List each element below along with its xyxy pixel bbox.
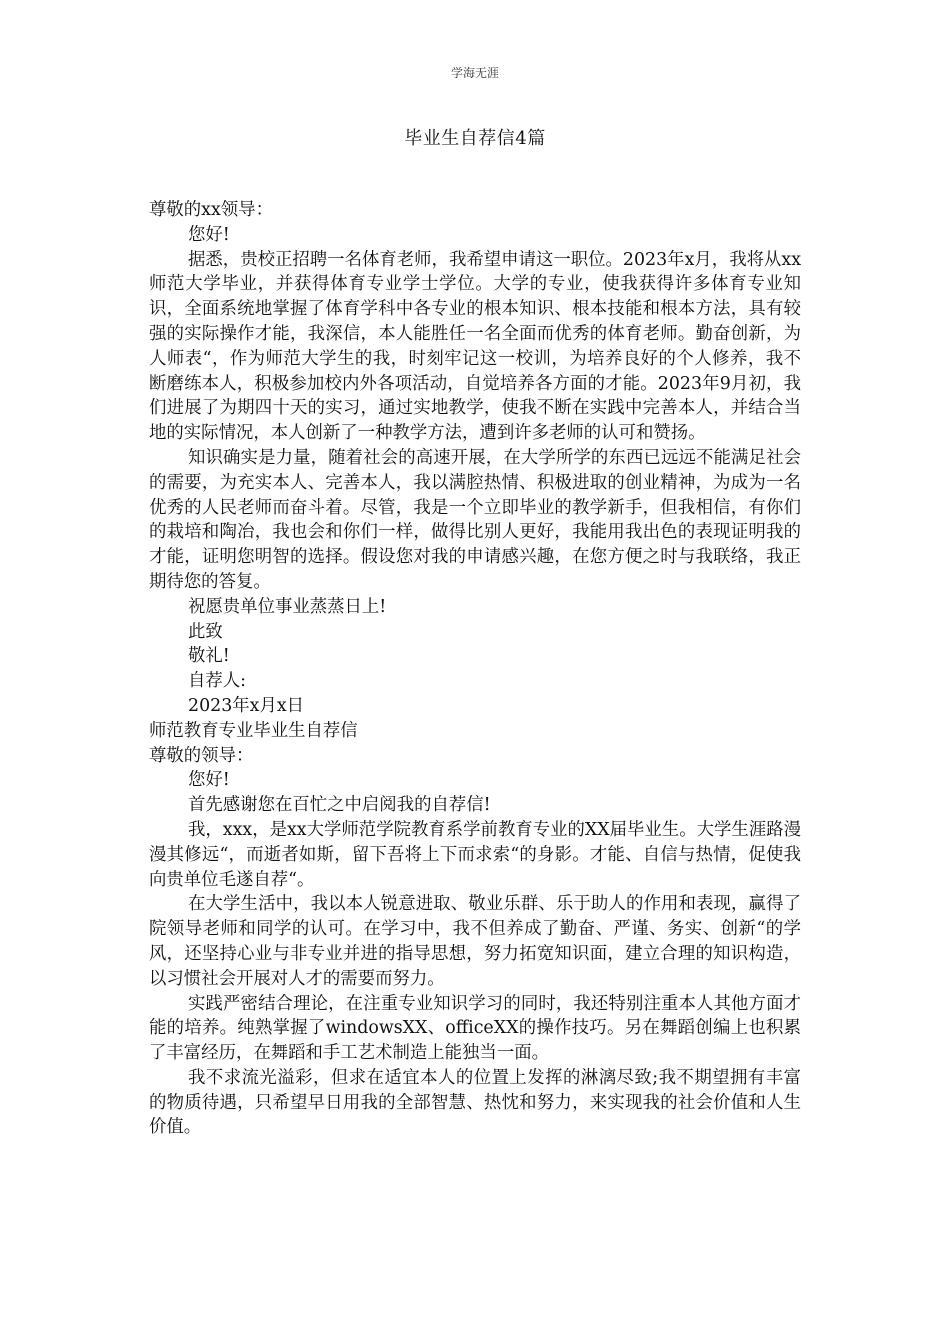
document-title: 毕业生自荐信4篇: [404, 128, 546, 149]
letter2-paragraph: 首先感谢您在百忙之中启阅我的自荐信!: [188, 795, 491, 816]
letter2-heading: 师范教育专业毕业生自荐信: [149, 720, 358, 741]
letter1-date: 2023年x月x日: [188, 695, 305, 716]
letter1-paragraph: 知识确实是力量，随着社会的高速开展，在大学所学的东西已远远不能满足社会的需要，为充实本人、完善本人，我以满腔热情、积极进取的创业精神，为成为一名优秀的人民老师而奋斗着。尽管，我是一个立即毕业的教学新手，但我相信，有你们的栽培和陶冶，我也会和你们一样，做得比别人更好，我能用我出色的表现证明我的才能，证明您明智的选择。假设您对我的申请感兴趣，在您方便之时与我联络，我正期待您的答复。: [149, 447, 801, 592]
letter1-greeting: 您好!: [188, 224, 230, 245]
page-header: 学海无涯: [450, 66, 499, 80]
letter1-closing-2: 敬礼!: [188, 646, 230, 667]
letter1-wish: 祝愿贵单位事业蒸蒸日上!: [188, 596, 387, 617]
document-body: [149, 198, 801, 1140]
letter2-paragraph: 在大学生活中，我以本人锐意进取、敬业乐群、乐于助人的作用和表现，赢得了院领导老师和同学的认可。在学习中，我不但养成了勤奋、严谨、务实、创新“的学风，还坚持心业与非专业并进的指导思想，努力拓宽知识面，建立合理的知识构造，以习惯社会开展对人才的需要而努力。: [149, 894, 801, 989]
letter1-paragraph: 据悉，贵校正招聘一名体育老师，我希望申请这一职位。2023年x月，我将从xx师范大学毕业，并获得体育专业学士学位。大学的专业，使我获得许多体育专业知识，全面系统地掌握了体育学科中各专业的根本知识、根本技能和根本方法，具有较强的实际操作才能，我深信，本人能胜任一名全面而优秀的体育老师。勤奋创新，为人师表“，作为师范大学生的我，时刻牢记这一校训，为培养良好的个人修养，我不断磨练本人，积极参加校内外各项活动，自觉培养各方面的才能。2023年9月初，我们进展了为期四十天的实习，通过实地教学，使我不断在实践中完善本人，并结合当地的实际情况，本人创新了一种教学方法，遭到许多老师的认可和赞扬。: [149, 249, 801, 444]
letter2-paragraph: 我不求流光溢彩，但求在适宜本人的位置上发挥的淋漓尽致;我不期望拥有丰富的物质待遇，只希望早日用我的全部智慧、热忱和努力，来实现我的社会价值和人生价值。: [149, 1067, 801, 1138]
letter2-paragraph: 我，xxx，是xx大学师范学院教育系学前教育专业的XX届毕业生。大学生涯路漫漫其修远“，而逝者如斯，留下吾将上下而求索“的身影。才能、自信与热情，促使我向贵单位毛遂自荐“。: [149, 819, 801, 890]
letter2-paragraph: 实践严密结合理论，在注重专业知识学习的同时，我还特别注重本人其他方面才能的培养。纯熟掌握了windowsXX、officeXX的操作技巧。另在舞蹈创编上也积累了丰富经历，在舞蹈和手工艺术制造上能独当一面。: [149, 993, 801, 1064]
letter1-signature: 自荐人:: [188, 671, 247, 692]
letter1-closing-1: 此致: [188, 621, 223, 642]
letter2-salutation: 尊敬的领导：: [149, 745, 254, 766]
letter1-salutation: 尊敬的xx领导：: [149, 200, 273, 220]
letter2-greeting: 您好!: [188, 770, 230, 791]
